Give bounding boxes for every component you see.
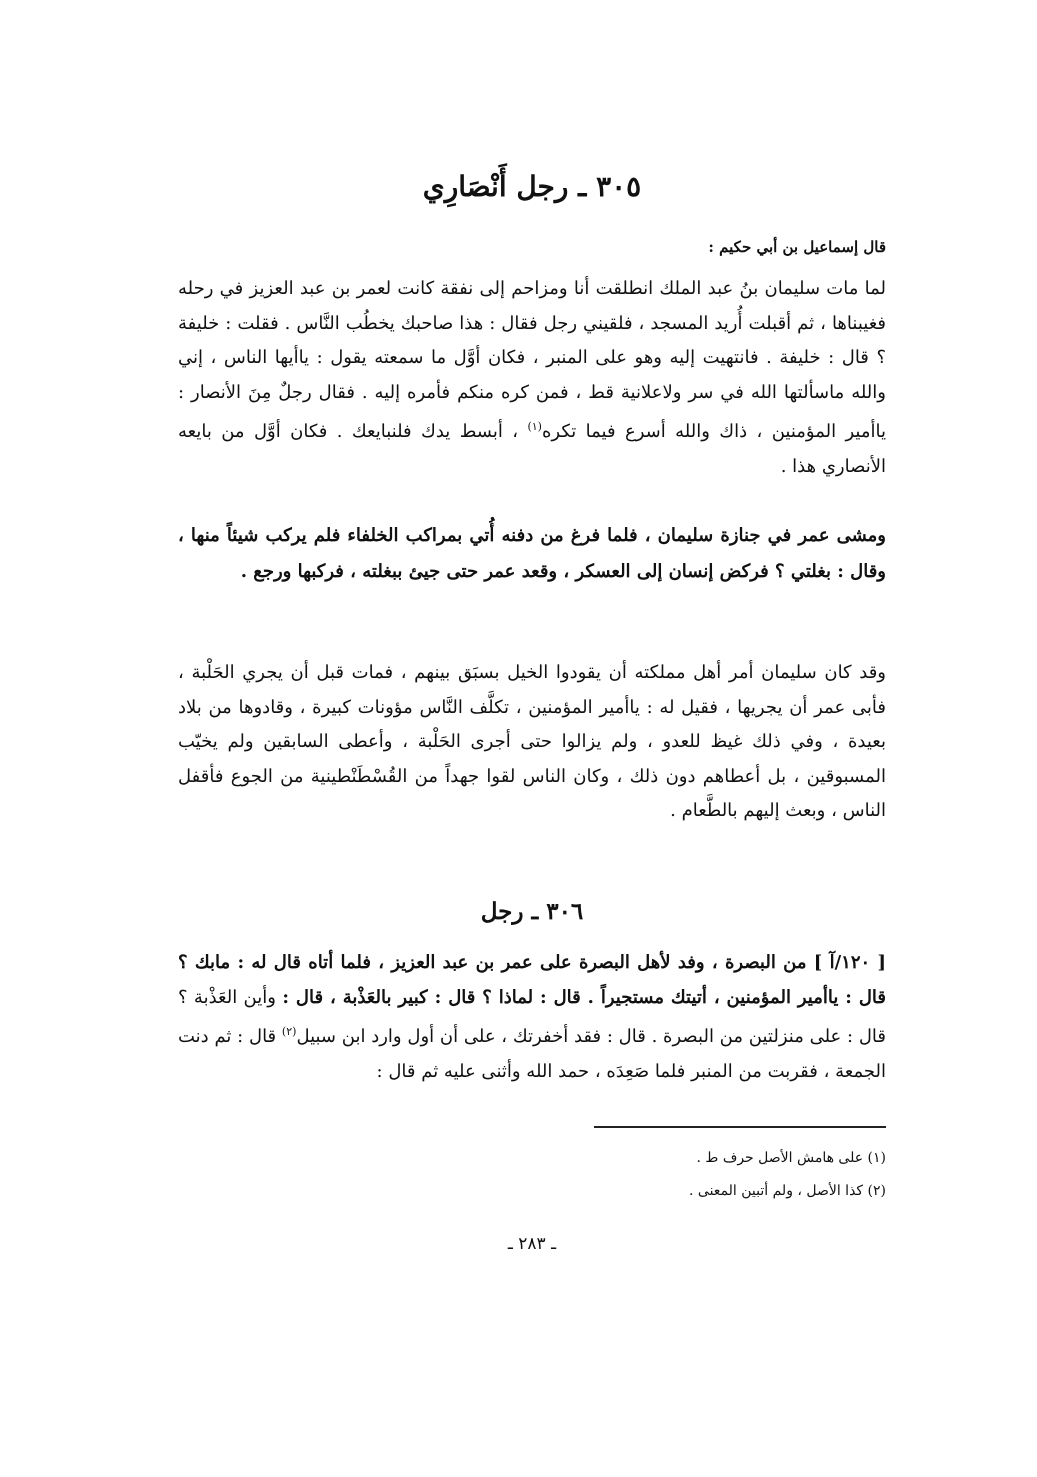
section-title-305: ٣٠٥ ـ رجل أَنْصَارِي <box>422 170 642 203</box>
paragraph-1-text: لما مات سليمان بنُ عبد الملك انطلقت أنا ومزاحم إلى نفقة كانت لعمر بن عبد العزيز في رحله فغيبناها ، ثم أقبلت أُريد المسجد ، فلقيني رجل فقال : هذا صاحبك يخطُب النَّاس . فقلت : خليفة ؟ قال : خليفة . فانتهيت إليه وهو على المنبر ، فكان أوَّل ما سمعته يقول : ياأيها الناس ، إني والله ماسألتها الله في سر ولاعلانية قط ، فمن كره منكم فأمره إليه . فقال رجلٌ مِنَ الأنصار : ياأمير المؤمنين ، ذاك والله أسرع فيما تكره <box>178 278 886 442</box>
narrator-line: قال إسماعيل بن أبي حكيم : <box>708 238 886 256</box>
paragraph-4 <box>178 946 886 1089</box>
paragraph-1 <box>178 272 886 484</box>
footnote-1: (١) على هامش الأصل حرف ط . <box>696 1150 886 1166</box>
paragraph-3: وقد كان سليمان أمر أهل مملكته أن يقودوا الخيل بسبَق بينهم ، فمات قبل أن يجري الحَلْبة ، فأبى عمر أن يجريها ، فقيل له : ياأمير المؤمنين ، تكلَّف النَّاس مؤونات كبيرة ، وقادوها من بلاد بعيدة ، وفي ذلك غيظ للعدو ، ولم يزالوا حتى أجرى الحَلْبة ، وأعطى السابقين ولم يخيّب المسبوقين ، بل أعطاهم دون ذلك ، وكان الناس لقوا جهداً من القُسْطَنْطينية من الجوع فأقفل الناس ، وبعث إليهم بالطَّعام . <box>178 662 886 821</box>
paragraph-1-end: ، أبسط يدك فلنبايعك . فكان أوَّل من بايعه الأنصاري هذا . <box>178 421 886 477</box>
footnote-divider <box>594 1126 886 1128</box>
book-page <box>178 0 886 1477</box>
paragraph-2: ومشى عمر في جنازة سليمان ، فلما فرغ من دفنه أُتي بمراكب الخلفاء فلم يركب شيئاً منها ، وقال : بغلتي ؟ فركض إنسان إلى العسكر ، وقعد عمر حتى جيئ ببغلته ، فركبها ورجع . <box>178 525 886 582</box>
footnote-ref-2: (٢) <box>281 1025 297 1038</box>
footnote-ref-1: (١) <box>527 420 542 433</box>
footnote-2: (٢) كذا الأصل ، ولم أتبين المعنى . <box>689 1183 886 1199</box>
section-title-306: ٣٠٦ ـ رجل <box>480 898 584 925</box>
paragraph-4-text: وأين العَذْبة ؟ قال : على منزلتين من البصرة . قال : فقد أخفرتك ، على أن أول وارد ابن سبيل <box>178 986 887 1047</box>
page-number: ـ ٢٨٣ ـ <box>507 1234 557 1254</box>
paragraph-4-end: قال : ثم دنت الجمعة ، فقربت من المنبر فلما صَعِدَه ، حمد الله وأثنى عليه ثم قال : <box>178 1026 886 1082</box>
paragraph-4-bold: [ ١٢٠/آ ] من البصرة ، وفد لأهل البصرة على عمر بن عبد العزيز ، فلما أتاه قال له : مابك ؟ قال : ياأمير المؤمنين ، أتيتك مستجيراً . قال : لماذا ؟ قال : كبير بالعَذْبة ، قال : <box>178 952 886 1008</box>
